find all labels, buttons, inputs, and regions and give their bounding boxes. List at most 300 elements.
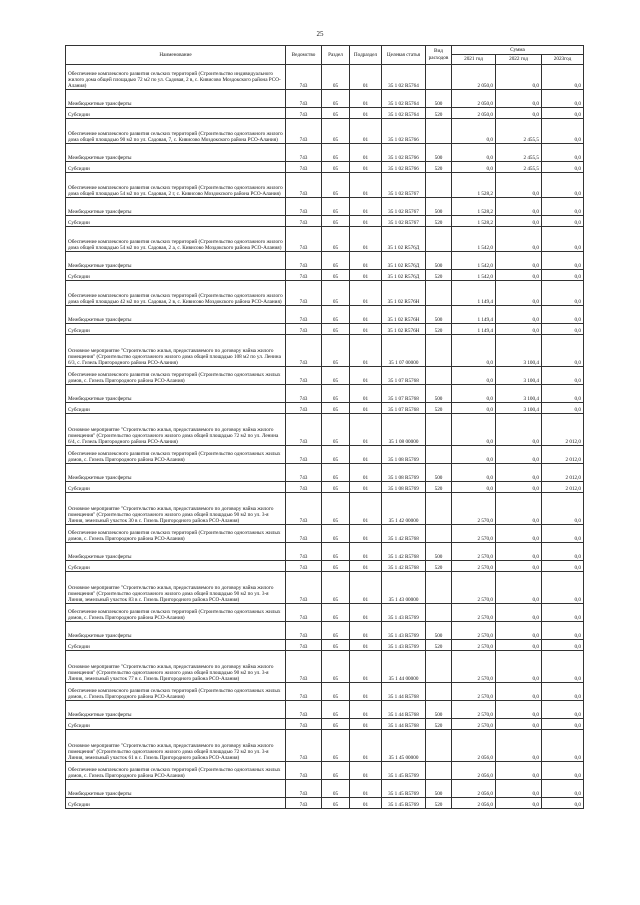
cell-razdel: 05: [322, 173, 350, 198]
cell-vedomstvo: 743: [286, 173, 322, 198]
cell-expense-type: 500: [426, 306, 452, 324]
table-row: [66, 403, 584, 414]
cell-target-article: 35 1 02 R5767: [382, 173, 426, 198]
cell-2023: 0,0: [542, 119, 584, 144]
cell-name: Обеспечение комплексного развития сельских территорий (Строительство одноэтажных жилых домов, с. Гизель Пригородного района РСО-Алания): [66, 604, 286, 622]
cell-razdel: 05: [322, 403, 350, 414]
cell-expense-type: [426, 281, 452, 306]
cell-name: Обеспечение комплексного развития сельских территорий (Строительство одноэтажных жилых домов, с. Гизель Пригородного района РСО-Алания): [66, 367, 286, 385]
cell-podrazdel: 01: [350, 119, 382, 144]
cell-podrazdel: 01: [350, 651, 382, 683]
cell-2022: 0,0: [496, 543, 542, 561]
cell-target-article: 35 1 08 00000: [382, 414, 426, 446]
table-row: [66, 162, 584, 173]
table-row: [66, 90, 584, 108]
cell-2021: 0,0: [452, 144, 496, 162]
cell-podrazdel: 01: [350, 281, 382, 306]
cell-name: Субсидии: [66, 640, 286, 651]
cell-vedomstvo: 743: [286, 198, 322, 216]
cell-vedomstvo: 743: [286, 525, 322, 543]
cell-2021: 0,0: [452, 414, 496, 446]
cell-target-article: 35 1 02 R5767: [382, 198, 426, 216]
cell-expense-type: 520: [426, 482, 452, 493]
cell-podrazdel: 01: [350, 640, 382, 651]
table-row: [66, 385, 584, 403]
cell-podrazdel: 01: [350, 561, 382, 572]
cell-razdel: 05: [322, 798, 350, 809]
cell-vedomstvo: 743: [286, 281, 322, 306]
cell-vedomstvo: 743: [286, 651, 322, 683]
cell-podrazdel: 01: [350, 335, 382, 367]
cell-2022: 0,0: [496, 216, 542, 227]
cell-podrazdel: 01: [350, 385, 382, 403]
cell-razdel: 05: [322, 482, 350, 493]
table-row: [66, 281, 584, 306]
cell-name: Обеспечение комплексного развития сельских территорий (Строительство одноэтажных жилых домов, с. Гизель Пригородного района РСО-Алания): [66, 683, 286, 701]
cell-2023: 2 012,0: [542, 482, 584, 493]
cell-target-article: 35 1 44 00000: [382, 651, 426, 683]
table-row: [66, 780, 584, 798]
cell-2023: 0,0: [542, 780, 584, 798]
cell-2021: 1 542,0: [452, 252, 496, 270]
cell-2021: 2 050,0: [452, 90, 496, 108]
cell-2021: 2 570,0: [452, 701, 496, 719]
cell-vedomstvo: 743: [286, 780, 322, 798]
cell-razdel: 05: [322, 730, 350, 762]
table-row: [66, 525, 584, 543]
cell-podrazdel: 01: [350, 701, 382, 719]
cell-2022: 0,0: [496, 798, 542, 809]
cell-expense-type: 520: [426, 640, 452, 651]
cell-2021: 2 056,0: [452, 730, 496, 762]
cell-podrazdel: 01: [350, 90, 382, 108]
cell-2023: 0,0: [542, 65, 584, 90]
cell-target-article: 35 1 02 R576Д: [382, 227, 426, 252]
table-row: [66, 173, 584, 198]
cell-expense-type: 520: [426, 216, 452, 227]
cell-vedomstvo: 743: [286, 227, 322, 252]
cell-podrazdel: 01: [350, 572, 382, 604]
cell-name: Межбюджетные трансферты: [66, 622, 286, 640]
cell-target-article: 35 1 45 R5769: [382, 762, 426, 780]
table-row: [66, 464, 584, 482]
cell-2021: 2 050,0: [452, 108, 496, 119]
cell-expense-type: 520: [426, 403, 452, 414]
cell-target-article: 35 1 02 R5766: [382, 162, 426, 173]
table-row: [66, 198, 584, 216]
cell-razdel: 05: [322, 543, 350, 561]
cell-2022: 0,0: [496, 252, 542, 270]
cell-name: Основное мероприятие "Строительство жилья, предоставляемого по договору найма жилого помещения" (Строительство одноэтажного жилого дома общей площадью 90 м2 по ул. 3-я Линия, земельный участок 77 в с. Гизель Пригородного района РСО-Алания): [66, 651, 286, 683]
cell-2021: 0,0: [452, 119, 496, 144]
table-row: [66, 252, 584, 270]
cell-vedomstvo: 743: [286, 108, 322, 119]
cell-2023: 0,0: [542, 543, 584, 561]
cell-2023: 0,0: [542, 798, 584, 809]
cell-name: Межбюджетные трансферты: [66, 198, 286, 216]
table-row: [66, 65, 584, 90]
table-row: [66, 730, 584, 762]
cell-podrazdel: 01: [350, 604, 382, 622]
cell-name: Субсидии: [66, 162, 286, 173]
cell-target-article: 35 1 42 R5768: [382, 543, 426, 561]
cell-podrazdel: 01: [350, 719, 382, 730]
cell-razdel: 05: [322, 762, 350, 780]
cell-expense-type: [426, 119, 452, 144]
table-row: [66, 762, 584, 780]
cell-vedomstvo: 743: [286, 144, 322, 162]
cell-2023: 0,0: [542, 306, 584, 324]
cell-target-article: 35 1 42 R5768: [382, 525, 426, 543]
cell-2021: 2 570,0: [452, 683, 496, 701]
cell-target-article: 35 1 02 R576Н: [382, 306, 426, 324]
cell-2023: 0,0: [542, 762, 584, 780]
table-row: [66, 270, 584, 281]
cell-vedomstvo: 743: [286, 414, 322, 446]
cell-expense-type: 520: [426, 324, 452, 335]
cell-podrazdel: 01: [350, 65, 382, 90]
cell-vedomstvo: 743: [286, 719, 322, 730]
cell-razdel: 05: [322, 683, 350, 701]
cell-2023: 0,0: [542, 90, 584, 108]
cell-2021: 1 528,2: [452, 198, 496, 216]
cell-2022: 0,0: [496, 227, 542, 252]
cell-vedomstvo: 743: [286, 335, 322, 367]
cell-2022: 0,0: [496, 561, 542, 572]
cell-name: Межбюджетные трансферты: [66, 306, 286, 324]
cell-target-article: 35 1 45 R5769: [382, 780, 426, 798]
cell-2021: 2 570,0: [452, 622, 496, 640]
cell-name: Основное мероприятие "Строительство жилья, предоставляемого по договору найма жилого помещения" (Строительство одноэтажного жилого дома общей площадью 90 м2 по ул. 3-я Линия, земельный участок 30 в с. Гизель Пригородного района РСО-Алания): [66, 493, 286, 525]
cell-target-article: 35 1 43 00000: [382, 572, 426, 604]
cell-name: Субсидии: [66, 482, 286, 493]
cell-2023: 0,0: [542, 270, 584, 281]
header-target-article: Целевая статья: [382, 46, 426, 65]
cell-2021: 0,0: [452, 162, 496, 173]
cell-name: Основное мероприятие "Строительство жилья, предоставляемого по договору найма жилого помещения" (Строительство одноэтажного жилого дома общей площадью 72 м2 по ул. Ленина 6/4, с. Гизель Пригородного района РСО-Алания): [66, 414, 286, 446]
cell-target-article: 35 1 43 R5769: [382, 640, 426, 651]
cell-podrazdel: 01: [350, 108, 382, 119]
cell-2023: 0,0: [542, 335, 584, 367]
table-row: [66, 119, 584, 144]
cell-2022: 0,0: [496, 65, 542, 90]
cell-name: Обеспечение комплексного развития сельских территорий (Строительство одноэтажного жилого дома общей площадью 90 м2 по ул. Садовая, 7, с. Кивисово Моздокского района РСО-Алания): [66, 119, 286, 144]
table-row: [66, 367, 584, 385]
cell-2023: 0,0: [542, 216, 584, 227]
cell-2021: 1 542,0: [452, 270, 496, 281]
cell-razdel: 05: [322, 640, 350, 651]
cell-2022: 0,0: [496, 622, 542, 640]
cell-2023: 2 012,0: [542, 446, 584, 464]
header-expense-type: Вид расходов: [426, 46, 452, 65]
cell-2023: 0,0: [542, 622, 584, 640]
cell-podrazdel: 01: [350, 525, 382, 543]
cell-target-article: 35 1 07 R5768: [382, 385, 426, 403]
table-body: [66, 65, 584, 809]
cell-target-article: 35 1 02 R576Д: [382, 270, 426, 281]
cell-vedomstvo: 743: [286, 403, 322, 414]
cell-2022: 0,0: [496, 324, 542, 335]
cell-2023: 0,0: [542, 162, 584, 173]
cell-razdel: 05: [322, 414, 350, 446]
table-row: [66, 493, 584, 525]
table-row: [66, 798, 584, 809]
cell-name: Обеспечение комплексного развития сельских территорий (Строительство индивидуального жилого дома общей площадью 72 м2 по ул. Садовая, 2 в, с. Кивисово Моздокского района РСО-Алания): [66, 65, 286, 90]
cell-2021: 0,0: [452, 446, 496, 464]
cell-razdel: 05: [322, 572, 350, 604]
cell-vedomstvo: 743: [286, 493, 322, 525]
cell-vedomstvo: 743: [286, 683, 322, 701]
cell-razdel: 05: [322, 281, 350, 306]
cell-name: Межбюджетные трансферты: [66, 385, 286, 403]
cell-vedomstvo: 743: [286, 216, 322, 227]
cell-name: Субсидии: [66, 108, 286, 119]
cell-2022: 2 455,5: [496, 162, 542, 173]
cell-vedomstvo: 743: [286, 482, 322, 493]
cell-expense-type: 520: [426, 108, 452, 119]
cell-podrazdel: 01: [350, 198, 382, 216]
cell-podrazdel: 01: [350, 270, 382, 281]
cell-2021: 2 570,0: [452, 493, 496, 525]
cell-expense-type: [426, 446, 452, 464]
cell-expense-type: [426, 572, 452, 604]
cell-expense-type: 500: [426, 198, 452, 216]
cell-2023: 0,0: [542, 281, 584, 306]
cell-target-article: 35 1 44 R5768: [382, 683, 426, 701]
cell-name: Обеспечение комплексного развития сельских территорий (Строительство одноэтажного жилого дома общей площадью 42 м2 по ул. Садовая, 2 в, с. Кивисово Моздокского района РСО-Алания): [66, 281, 286, 306]
cell-expense-type: 500: [426, 701, 452, 719]
table-row: [66, 683, 584, 701]
cell-target-article: 35 1 02 R576Д: [382, 252, 426, 270]
cell-2021: 1 149,4: [452, 324, 496, 335]
cell-target-article: 35 1 02 R5766: [382, 144, 426, 162]
cell-razdel: 05: [322, 385, 350, 403]
cell-expense-type: 520: [426, 162, 452, 173]
cell-name: Межбюджетные трансферты: [66, 780, 286, 798]
table-row: [66, 572, 584, 604]
cell-2021: 2 050,0: [452, 65, 496, 90]
cell-expense-type: 500: [426, 90, 452, 108]
cell-2023: 0,0: [542, 252, 584, 270]
table-row: [66, 324, 584, 335]
cell-2022: 0,0: [496, 683, 542, 701]
cell-target-article: 35 1 43 R5769: [382, 622, 426, 640]
cell-2022: 3 100,4: [496, 385, 542, 403]
cell-2023: 0,0: [542, 227, 584, 252]
cell-podrazdel: 01: [350, 173, 382, 198]
budget-table: [65, 45, 584, 809]
cell-expense-type: 500: [426, 144, 452, 162]
cell-name: Обеспечение комплексного развития сельских территорий (Строительство одноэтажных жилых домов, с. Гизель Пригородного района РСО-Алания): [66, 762, 286, 780]
cell-2022: 0,0: [496, 572, 542, 604]
cell-podrazdel: 01: [350, 798, 382, 809]
cell-vedomstvo: 743: [286, 464, 322, 482]
cell-name: Межбюджетные трансферты: [66, 90, 286, 108]
cell-2022: 0,0: [496, 173, 542, 198]
cell-2021: 2 570,0: [452, 543, 496, 561]
cell-razdel: 05: [322, 252, 350, 270]
cell-2022: 0,0: [496, 306, 542, 324]
cell-vedomstvo: 743: [286, 572, 322, 604]
cell-vedomstvo: 743: [286, 367, 322, 385]
cell-expense-type: [426, 683, 452, 701]
table-row: [66, 306, 584, 324]
header-year-2022: 2022 год: [496, 55, 542, 65]
cell-razdel: 05: [322, 306, 350, 324]
cell-podrazdel: 01: [350, 446, 382, 464]
cell-podrazdel: 01: [350, 252, 382, 270]
cell-podrazdel: 01: [350, 762, 382, 780]
cell-target-article: 35 1 42 R5768: [382, 561, 426, 572]
cell-target-article: 35 1 43 R5769: [382, 604, 426, 622]
cell-expense-type: 500: [426, 780, 452, 798]
cell-podrazdel: 01: [350, 162, 382, 173]
cell-name: Субсидии: [66, 216, 286, 227]
cell-2021: 0,0: [452, 367, 496, 385]
cell-razdel: 05: [322, 270, 350, 281]
cell-2022: 3 100,4: [496, 403, 542, 414]
cell-podrazdel: 01: [350, 730, 382, 762]
header-year-2021: 2021 год: [452, 55, 496, 65]
cell-expense-type: 500: [426, 543, 452, 561]
cell-2023: 0,0: [542, 651, 584, 683]
cell-name: Субсидии: [66, 561, 286, 572]
cell-2022: 0,0: [496, 604, 542, 622]
cell-podrazdel: 01: [350, 622, 382, 640]
header-name: Наименование: [66, 46, 286, 65]
cell-vedomstvo: 743: [286, 119, 322, 144]
cell-name: Субсидии: [66, 798, 286, 809]
cell-vedomstvo: 743: [286, 762, 322, 780]
cell-expense-type: 500: [426, 252, 452, 270]
cell-razdel: 05: [322, 90, 350, 108]
cell-vedomstvo: 743: [286, 604, 322, 622]
cell-expense-type: [426, 367, 452, 385]
cell-2022: 0,0: [496, 719, 542, 730]
cell-vedomstvo: 743: [286, 90, 322, 108]
cell-2022: 0,0: [496, 281, 542, 306]
cell-2023: 0,0: [542, 367, 584, 385]
cell-expense-type: 500: [426, 622, 452, 640]
cell-target-article: 35 1 44 R5768: [382, 701, 426, 719]
cell-expense-type: 520: [426, 561, 452, 572]
cell-2022: 0,0: [496, 446, 542, 464]
cell-2023: 2 012,0: [542, 464, 584, 482]
cell-vedomstvo: 743: [286, 162, 322, 173]
table-row: [66, 640, 584, 651]
cell-expense-type: [426, 173, 452, 198]
cell-podrazdel: 01: [350, 216, 382, 227]
cell-expense-type: [426, 604, 452, 622]
cell-razdel: 05: [322, 119, 350, 144]
cell-2021: 2 570,0: [452, 640, 496, 651]
cell-target-article: 35 1 07 00000: [382, 335, 426, 367]
cell-target-article: 35 1 02 R576Н: [382, 281, 426, 306]
cell-vedomstvo: 743: [286, 306, 322, 324]
cell-2023: 0,0: [542, 730, 584, 762]
cell-razdel: 05: [322, 227, 350, 252]
cell-target-article: 35 1 07 R5768: [382, 403, 426, 414]
cell-2022: 2 455,5: [496, 119, 542, 144]
cell-name: Субсидии: [66, 403, 286, 414]
cell-name: Межбюджетные трансферты: [66, 464, 286, 482]
cell-2022: 0,0: [496, 493, 542, 525]
cell-target-article: 35 1 08 R5769: [382, 446, 426, 464]
cell-2021: 0,0: [452, 464, 496, 482]
cell-target-article: 35 1 45 R5769: [382, 798, 426, 809]
cell-expense-type: [426, 493, 452, 525]
cell-2021: 0,0: [452, 403, 496, 414]
cell-2023: 0,0: [542, 604, 584, 622]
table-row: [66, 482, 584, 493]
cell-expense-type: [426, 525, 452, 543]
cell-2021: 2 570,0: [452, 719, 496, 730]
cell-expense-type: [426, 227, 452, 252]
cell-target-article: 35 1 44 R5768: [382, 719, 426, 730]
cell-podrazdel: 01: [350, 780, 382, 798]
table-row: [66, 719, 584, 730]
cell-2021: 2 570,0: [452, 604, 496, 622]
cell-name: Субсидии: [66, 719, 286, 730]
cell-2022: 0,0: [496, 525, 542, 543]
cell-2022: 0,0: [496, 482, 542, 493]
cell-target-article: 35 1 08 R5769: [382, 482, 426, 493]
header-vedomstvo: Ведомство: [286, 46, 322, 65]
table-row: [66, 622, 584, 640]
cell-razdel: 05: [322, 65, 350, 90]
table-row: [66, 144, 584, 162]
cell-2022: 0,0: [496, 270, 542, 281]
cell-2021: 2 570,0: [452, 561, 496, 572]
cell-2021: 2 056,0: [452, 798, 496, 809]
cell-2021: 1 542,0: [452, 227, 496, 252]
cell-vedomstvo: 743: [286, 640, 322, 651]
table-row: [66, 446, 584, 464]
cell-expense-type: 520: [426, 798, 452, 809]
header-razdel: Раздел: [322, 46, 350, 65]
cell-2021: 1 149,4: [452, 281, 496, 306]
cell-2022: 0,0: [496, 464, 542, 482]
table-row: [66, 701, 584, 719]
cell-2023: 0,0: [542, 561, 584, 572]
cell-name: Межбюджетные трансферты: [66, 252, 286, 270]
table-row: [66, 216, 584, 227]
cell-target-article: 35 1 45 00000: [382, 730, 426, 762]
cell-name: Обеспечение комплексного развития сельских территорий (Строительство одноэтажного жилого дома общей площадью 54 м2 по ул. Садовая, 2 г, с. Кивисово Моздокского района РСО-Алания): [66, 173, 286, 198]
cell-2023: 0,0: [542, 493, 584, 525]
cell-podrazdel: 01: [350, 482, 382, 493]
cell-2021: 2 056,0: [452, 762, 496, 780]
cell-razdel: 05: [322, 335, 350, 367]
table-row: [66, 561, 584, 572]
cell-vedomstvo: 743: [286, 798, 322, 809]
cell-razdel: 05: [322, 198, 350, 216]
cell-razdel: 05: [322, 493, 350, 525]
cell-razdel: 05: [322, 162, 350, 173]
cell-2023: 0,0: [542, 144, 584, 162]
cell-2022: 0,0: [496, 780, 542, 798]
cell-expense-type: [426, 730, 452, 762]
cell-target-article: 35 1 02 R5766: [382, 119, 426, 144]
cell-target-article: 35 1 02 R576Н: [382, 324, 426, 335]
cell-2021: 2 570,0: [452, 572, 496, 604]
cell-2023: 2 012,0: [542, 414, 584, 446]
cell-name: Основное мероприятие "Строительство жилья, предоставляемого по договору найма жилого помещения" (Строительство одноэтажного жилого дома общей площадью 108 м2 по ул. Ленина 6/3, с. Гизель Пригородного района РСО-Алания): [66, 335, 286, 367]
cell-vedomstvo: 743: [286, 730, 322, 762]
cell-razdel: 05: [322, 701, 350, 719]
cell-name: Обеспечение комплексного развития сельских территорий (Строительство одноэтажных жилых домов, с. Гизель Пригородного района РСО-Алания): [66, 525, 286, 543]
cell-target-article: 35 1 07 R5768: [382, 367, 426, 385]
